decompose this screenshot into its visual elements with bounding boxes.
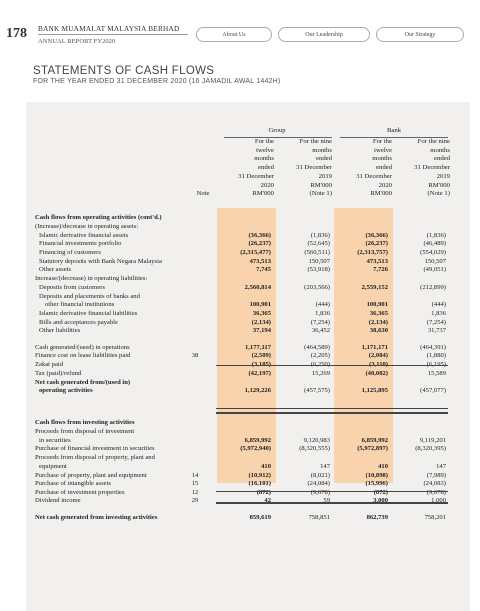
row-value: 15,589 [427,370,446,377]
row-note: 12 [191,489,199,496]
row-value: (9,678) [426,489,446,496]
table-row [35,444,465,453]
row-label: Net cash generated from/(used in) [35,379,131,386]
row-value: (26,237) [365,240,388,247]
row-value: (2,084) [368,352,388,359]
row-value: (212,899) [420,284,446,291]
row-value: (9,678) [310,489,330,496]
column-header-line: ended [434,155,450,163]
row-value: (53,918) [307,266,330,273]
row-value: (203,566) [304,284,330,291]
row-value: 42 [264,497,271,504]
row-value: (8,021) [310,472,330,479]
column-header-line: months [312,146,332,154]
row-label: Purchase of intangible assets [35,480,111,487]
row-value: 36,365 [369,310,388,317]
column-header-line: twelve [256,146,274,154]
row-value: (7,989) [426,472,446,479]
row-value: 758,201 [424,514,446,521]
total-line-investing [216,502,448,504]
row-value: (46,489) [423,240,446,247]
row-value: (2,134) [251,319,271,326]
row-label: in securities [39,437,71,444]
table-row [35,222,465,231]
table-row [35,479,465,488]
row-value: 7,726 [373,266,388,273]
row-value: (10,898) [365,472,388,479]
row-value: (49,051) [423,266,446,273]
row-value: (457,077) [420,387,446,394]
column-header-line: RM'000 [428,181,450,189]
column-header-line: 2020 [378,181,392,189]
row-value: (26,237) [248,240,271,247]
row-value: (8,320,555) [299,445,330,452]
subtotal-line-1 [216,365,448,366]
row-value: 36,452 [311,327,330,334]
column-header-line: For the [372,138,392,145]
row-note: 29 [191,497,199,504]
column-header-line: 2020 [260,181,274,189]
row-label: operating activities [39,387,93,394]
top-nav [196,27,464,42]
row-value: 7,745 [256,266,271,273]
table-row [35,369,465,378]
row-value: 3,000 [373,497,388,504]
table-row [35,283,465,292]
row-value: (560,511) [304,249,330,256]
total-line-operating [216,412,448,414]
column-header-line: For the [254,138,274,145]
bank-heading: Bank [386,127,402,134]
row-value: 150,507 [308,258,330,265]
row-value: 859,619 [249,514,271,521]
row-label: equipment [39,463,67,470]
row-value: (3,185) [251,361,271,368]
table-row [35,274,465,283]
row-value: 150,507 [424,258,446,265]
column-header-line: (Note 1) [309,190,332,198]
row-label: Financing of customers [39,249,101,256]
row-label: Zakat paid [35,361,64,368]
row-value: (7,254) [310,319,330,326]
column-header-line: ended [258,164,274,172]
column-header-line: 31 December [238,172,274,180]
table-row [35,351,465,360]
row-value: 2,560,814 [244,284,271,291]
column-header-line: 2019 [318,172,332,180]
table-row [35,309,465,318]
row-value: 862,739 [366,514,388,521]
row-value: 15,269 [311,370,330,377]
row-value: (2,205) [310,352,330,359]
row-value: (554,029) [420,249,446,256]
row-note: 15 [191,480,199,487]
row-label: Other liabilities [39,327,81,334]
column-header-line: months [372,155,392,163]
row-label: Proceeds from disposal of investment [35,428,135,435]
table-row [35,513,465,522]
row-label: Finance cost on lease liabilities paid [35,352,131,359]
row-value: (464,391) [420,344,446,351]
column-header-line: RM'000 [370,190,392,198]
row-label: (Increase)/decrease in operating assets: [35,223,139,230]
row-value: (6,195) [426,361,446,368]
row-value: (15,996) [365,480,388,487]
column-header-line: For the nine [417,138,450,145]
col-group-2019-header [270,138,332,199]
row-label: Deposits and placements of banks and [39,293,140,300]
row-value: (24,083) [423,480,446,487]
table-row [35,239,465,248]
row-value: 38,630 [369,327,388,334]
row-value: 1,000 [431,497,446,504]
note-column-header: Note [196,190,210,197]
row-value: 758,851 [308,514,330,521]
row-label: Bills and acceptances payable [39,319,118,326]
row-value: (464,589) [304,344,330,351]
row-value: (40,082) [365,370,388,377]
column-header-line: months [254,155,274,163]
row-label: Islamic derivative financial liabilities [39,310,138,317]
row-value: (2,315,477) [240,249,271,256]
column-header-line: 31 December [356,172,392,180]
page-title: STATEMENTS OF CASH FLOWS [33,65,215,77]
row-value: 6,859,992 [361,437,388,444]
column-header-line: RM'000 [310,181,332,189]
row-value: (24,084) [307,480,330,487]
row-label: Purchase of property, plant and equipment [35,472,147,479]
nav-about-us[interactable]: About Us [196,27,272,42]
subtotal-line-3 [216,491,448,492]
report-name: ANNUAL REPORT FY2020 [38,38,116,45]
table-row [35,427,465,436]
nav-our-strategy[interactable]: Our Strategy [376,27,464,42]
page-number: 178 [6,26,27,41]
col-bank-2020-header [328,138,392,199]
row-value: 9,120,983 [303,437,330,444]
bank-name: BANK MUAMALAT MALAYSIA BERHAD [38,24,180,33]
row-value: 9,119,201 [419,437,446,444]
row-label: Purchase of financial investment in securities [35,445,155,452]
row-label: Statutory deposits with Bank Negara Malaysia [39,258,162,265]
row-label: Cash generated/(used) in operations [35,344,130,351]
column-header-line: (Note 1) [427,190,450,198]
column-header-line: months [430,146,450,154]
table-row [35,300,465,309]
row-label: Increase/(decrease) in operating liabilities: [35,275,148,282]
row-label: Other assets [39,266,72,273]
row-label: Proceeds from disposal of property, plant and [35,454,155,461]
row-value: (3,110) [369,361,388,368]
row-value: (1,880) [426,352,446,359]
column-header-line: 31 December [414,164,450,172]
row-value: (872) [373,489,388,496]
row-label: Financial investments portfolio [39,240,122,247]
row-value: (1,836) [426,232,446,239]
row-value: 1,125,895 [361,387,388,394]
column-header-line: RM'000 [252,190,274,198]
row-value: 147 [320,463,330,470]
column-header-line: 31 December [296,164,332,172]
row-value: (36,366) [248,232,271,239]
row-value: 2,559,152 [361,284,388,291]
column-header-line: twelve [374,146,392,154]
table-row [35,462,465,471]
row-value: (42,197) [248,370,271,377]
row-value: 147 [436,463,446,470]
row-value: 473,513 [366,258,388,265]
row-label: Islamic derivative financial assets [39,232,129,239]
row-value: (2,313,757) [357,249,388,256]
column-header-line: For the nine [299,138,332,145]
row-value: (6,250) [310,361,330,368]
row-label: other financial institutions [45,301,115,308]
row-value: 59 [323,497,330,504]
row-value: (444) [431,301,446,308]
row-value: (2,509) [251,352,271,359]
subtotal-line-2 [216,408,448,409]
page-subtitle: FOR THE YEAR ENDED 31 DECEMBER 2020 (16 JAMADIL AWAL 1442H) [33,78,281,85]
row-value: (2,134) [368,319,388,326]
row-value: (36,366) [365,232,388,239]
row-note: 38 [191,352,199,359]
row-value: 473,513 [249,258,271,265]
row-value: (7,254) [426,319,446,326]
row-value: (457,575) [304,387,330,394]
row-value: (52,645) [307,240,330,247]
row-value: 6,859,992 [244,437,271,444]
row-value: 410 [378,463,388,470]
table-row [35,453,465,462]
row-label: Deposits from customers [39,284,105,291]
table-row [35,386,465,395]
row-value: 36,365 [252,310,271,317]
row-note: 14 [191,472,199,479]
col-group-2020-header [210,138,274,199]
row-value: (5,972,897) [357,445,388,452]
row-value: (5,972,940) [240,445,271,452]
nav-our-leadership[interactable]: Our Leadership [278,27,370,42]
row-value: 1,129,226 [244,387,271,394]
table-row [35,248,465,257]
row-label: Net cash generated from investing activities [35,514,158,521]
row-value: (8,320,395) [415,445,446,452]
row-label: Dividend income [35,497,81,504]
row-value: 1,836 [431,310,446,317]
table-row [35,418,465,427]
row-label: Cash flows from investing activities [35,419,135,426]
row-value: (1,836) [310,232,330,239]
col-bank-2019-header [388,138,450,199]
header-rule [38,34,188,35]
row-value: 31,737 [427,327,446,334]
group-heading: Group [268,127,286,134]
table-row [35,213,465,222]
row-value: 1,836 [315,310,330,317]
column-header-line: 2019 [436,172,450,180]
row-value: 37,194 [252,327,271,334]
row-value: (444) [315,301,330,308]
column-header-line: ended [316,155,332,163]
row-value: 100,901 [249,301,271,308]
row-label: Cash flows from operating activities (cont'd.) [35,214,162,221]
row-value: (872) [256,489,271,496]
row-value: 1,171,171 [361,344,388,351]
table-row [35,265,465,274]
column-header-line: ended [376,164,392,172]
row-value: (10,912) [248,472,271,479]
row-value: (16,101) [248,480,271,487]
row-label: Tax (paid)/refund [35,370,82,377]
row-label: Purchase of investment properties [35,489,125,496]
table-row [35,326,465,335]
row-value: 1,177,117 [244,344,271,351]
row-value: 410 [261,463,271,470]
row-value: 100,901 [366,301,388,308]
